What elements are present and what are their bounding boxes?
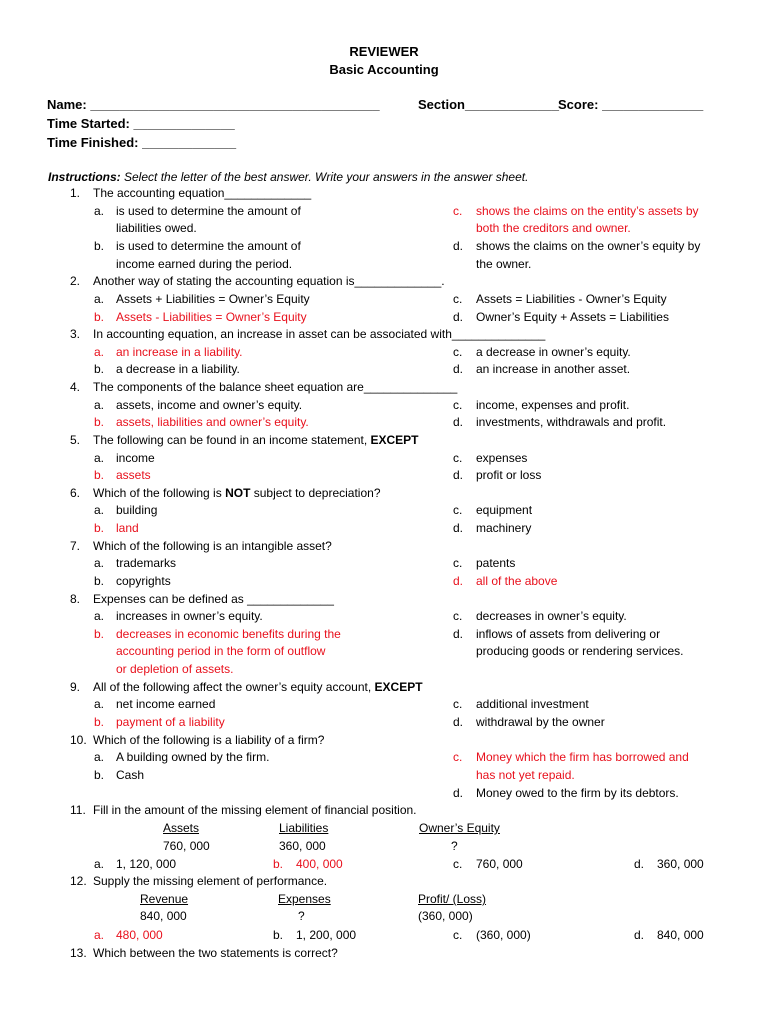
table-header-profit-loss: Profit/ (Loss): [418, 892, 487, 906]
question-number: 11.: [70, 803, 86, 817]
choice-text: an increase in another asset.: [476, 362, 631, 376]
choice-text-answer: has not yet repaid.: [476, 768, 575, 782]
question-number: 7.: [70, 539, 81, 553]
time-started-field: Time Started: ______________: [47, 116, 235, 131]
instructions-label: Instructions:: [48, 170, 121, 184]
choice-text: (360, 000): [476, 928, 531, 942]
table-value-assets: 760, 000: [163, 839, 210, 853]
question-text: Fill in the amount of the missing element of financial position.: [93, 803, 417, 817]
question-text: Expenses can be defined as _____________: [93, 592, 334, 606]
choice-text-answer: or depletion of assets.: [116, 662, 234, 676]
table-header-assets: Assets: [163, 821, 200, 835]
choice-letter: a.: [94, 204, 105, 218]
choice-letter: c.: [453, 609, 463, 623]
choice-letter: a.: [94, 292, 105, 306]
document-title: REVIEWER: [349, 44, 419, 59]
choice-letter-answer: b.: [94, 627, 105, 641]
question-number: 8.: [70, 592, 81, 606]
choice-letter-answer: b.: [94, 310, 105, 324]
choice-letter: d.: [453, 521, 464, 535]
choice-text: is used to determine the amount of: [116, 239, 301, 253]
name-field: Name: ________________________________________: [47, 97, 380, 112]
choice-letter: b.: [94, 362, 105, 376]
choice-letter: c.: [453, 697, 463, 711]
choice-letter: c.: [453, 451, 463, 465]
choice-text-answer: assets, liabilities and owner’s equity.: [116, 415, 309, 429]
choice-text: producing goods or rendering services.: [476, 644, 684, 658]
choice-text: investments, withdrawals and profit.: [476, 415, 667, 429]
choice-text: 1, 120, 000: [116, 857, 177, 871]
choice-letter: a.: [94, 750, 105, 764]
question-number: 6.: [70, 486, 81, 500]
choice-text: is used to determine the amount of: [116, 204, 301, 218]
question-number: 1.: [70, 186, 81, 200]
choice-text: the owner.: [476, 257, 532, 271]
choice-text: Money owed to the firm by its debtors.: [476, 786, 679, 800]
choice-text: a decrease in owner’s equity.: [476, 345, 631, 359]
table-value-profit-loss: (360, 000): [418, 909, 473, 923]
choice-letter-answer: d.: [453, 574, 464, 588]
choice-letter: a.: [94, 609, 105, 623]
choice-letter: d.: [453, 468, 464, 482]
table-value-owners-equity: ?: [451, 839, 458, 853]
choice-letter-answer: b.: [273, 857, 284, 871]
choice-text: withdrawal by the owner: [476, 715, 605, 729]
question-number: 10.: [70, 733, 87, 747]
choice-text: income earned during the period.: [116, 257, 293, 271]
question-text: Supply the missing element of performance.: [93, 874, 328, 888]
question-number: 2.: [70, 274, 81, 288]
choice-text-answer: land: [116, 521, 139, 535]
choice-text-answer: shows the claims on the entity’s assets by: [476, 204, 699, 218]
question-text: Another way of stating the accounting equation is_____________.: [93, 274, 445, 288]
choice-letter: c.: [453, 857, 463, 871]
choice-text: a decrease in a liability.: [116, 362, 240, 376]
choice-text: Assets = Liabilities - Owner’s Equity: [476, 292, 667, 306]
choice-letter: a.: [94, 697, 105, 711]
question-text: Which of the following is NOT subject to depreciation?: [93, 486, 381, 500]
section-field: Section_____________: [418, 97, 559, 112]
choice-letter-answer: c.: [453, 750, 463, 764]
choice-text: Cash: [116, 768, 145, 782]
choice-text: shows the claims on the owner’s equity by: [476, 239, 701, 253]
choice-letter-answer: b.: [94, 521, 105, 535]
choice-letter: a.: [94, 857, 105, 871]
question-text: Which of the following is a liability of a firm?: [93, 733, 325, 747]
choice-text: copyrights: [116, 574, 171, 588]
instructions-text: Select the letter of the best answer. Write your answers in the answer sheet.: [120, 170, 529, 184]
choice-text: machinery: [476, 521, 532, 535]
choice-text: inflows of assets from delivering or: [476, 627, 661, 641]
question-text: Which of the following is an intangible asset?: [93, 539, 332, 553]
choice-letter: d.: [453, 627, 464, 641]
choice-letter: b.: [94, 574, 105, 588]
choice-text: 760, 000: [476, 857, 523, 871]
question-number: 3.: [70, 327, 81, 341]
choice-text: A building owned by the firm.: [116, 750, 270, 764]
choice-letter: b.: [273, 928, 284, 942]
table-header-liabilities: Liabilities: [279, 821, 329, 835]
choice-text-answer: an increase in a liability.: [116, 345, 243, 359]
choice-letter: d.: [453, 239, 464, 253]
question-text: Which between the two statements is correct?: [93, 946, 338, 960]
choice-text: decreases in owner’s equity.: [476, 609, 627, 623]
table-value-liabilities: 360, 000: [279, 839, 326, 853]
table-value-expenses: ?: [298, 909, 305, 923]
question-text: In accounting equation, an increase in asset can be associated with______________: [93, 327, 546, 341]
question-text: All of the following affect the owner’s equity account, EXCEPT: [93, 680, 423, 694]
choice-text: increases in owner’s equity.: [116, 609, 263, 623]
choice-letter: d.: [634, 857, 645, 871]
choice-text: equipment: [476, 503, 533, 517]
choice-text: profit or loss: [476, 468, 542, 482]
choice-text-answer: accounting period in the form of outflow: [116, 644, 326, 658]
choice-letter: c.: [453, 556, 463, 570]
question-number: 9.: [70, 680, 81, 694]
choice-letter: d.: [453, 786, 464, 800]
choice-letter: d.: [453, 715, 464, 729]
document-subtitle: Basic Accounting: [329, 62, 439, 77]
choice-text: building: [116, 503, 158, 517]
choice-text-answer: payment of a liability: [116, 715, 225, 729]
score-field: Score: ______________: [558, 97, 704, 112]
choice-text: liabilities owed.: [116, 221, 197, 235]
choice-letter: d.: [634, 928, 645, 942]
choice-text: Assets + Liabilities = Owner’s Equity: [116, 292, 310, 306]
choice-text-answer: 400, 000: [296, 857, 343, 871]
choice-letter: c.: [453, 345, 463, 359]
choice-text: 1, 200, 000: [296, 928, 357, 942]
choice-letter: d.: [453, 415, 464, 429]
choice-letter: c.: [453, 398, 463, 412]
instructions: [48, 170, 528, 184]
choice-letter: c.: [453, 292, 463, 306]
choice-text-answer: decreases in economic benefits during the: [116, 627, 341, 641]
choice-text: additional investment: [476, 697, 589, 711]
choice-letter: b.: [94, 768, 105, 782]
choice-text: income, expenses and profit.: [476, 398, 630, 412]
choice-text: expenses: [476, 451, 528, 465]
table-header-revenue: Revenue: [140, 892, 189, 906]
question-text: The accounting equation_____________: [93, 186, 312, 200]
choice-letter: a.: [94, 503, 105, 517]
choice-letter: a.: [94, 398, 105, 412]
choice-letter-answer: b.: [94, 715, 105, 729]
choice-text: 840, 000: [657, 928, 704, 942]
choice-letter: d.: [453, 310, 464, 324]
question-number: 13.: [70, 946, 87, 960]
time-finished-field: Time Finished: _____________: [47, 135, 237, 150]
table-value-revenue: 840, 000: [140, 909, 187, 923]
question-text: The following can be found in an income statement, EXCEPT: [93, 433, 419, 447]
choice-letter: b.: [94, 239, 105, 253]
choice-text: net income earned: [116, 697, 216, 711]
choice-text-answer: assets: [116, 468, 151, 482]
choice-text-answer: Money which the firm has borrowed and: [476, 750, 689, 764]
choice-text-answer: all of the above: [476, 574, 558, 588]
choice-letter-answer: a.: [94, 345, 105, 359]
choice-text: income: [116, 451, 155, 465]
choice-text: assets, income and owner’s equity.: [116, 398, 303, 412]
table-header-expenses: Expenses: [278, 892, 331, 906]
question-text: The components of the balance sheet equation are______________: [93, 380, 458, 394]
choice-letter: a.: [94, 451, 105, 465]
choice-letter: c.: [453, 928, 463, 942]
choice-text: trademarks: [116, 556, 177, 570]
question-number: 4.: [70, 380, 81, 394]
question-number: 12.: [70, 874, 87, 888]
choice-text: patents: [476, 556, 516, 570]
table-header-owners-equity: Owner’s Equity: [419, 821, 500, 835]
choice-letter: a.: [94, 556, 105, 570]
choice-letter-answer: b.: [94, 415, 105, 429]
choice-text-answer: 480, 000: [116, 928, 163, 942]
choice-letter: c.: [453, 503, 463, 517]
choice-letter-answer: a.: [94, 928, 105, 942]
choice-letter-answer: c.: [453, 204, 463, 218]
choice-text-answer: both the creditors and owner.: [476, 221, 631, 235]
question-number: 5.: [70, 433, 81, 447]
choice-letter-answer: b.: [94, 468, 105, 482]
choice-text: Owner’s Equity + Assets = Liabilities: [476, 310, 669, 324]
choice-letter: d.: [453, 362, 464, 376]
choice-text: 360, 000: [657, 857, 704, 871]
choice-text-answer: Assets - Liabilities = Owner’s Equity: [116, 310, 307, 324]
